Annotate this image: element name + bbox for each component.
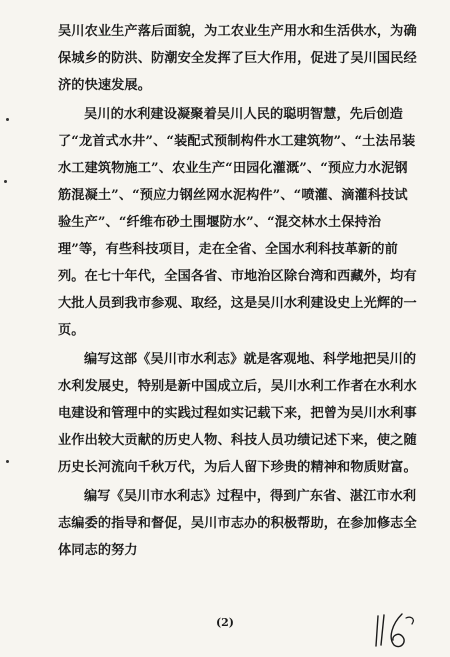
paragraph: 吴川的水利建设凝聚着吴川人民的聪明智慧，先后创造了“龙首式水井”、“装配式预制构件水工建筑物”、“土法吊装水工建筑物施工”、农业生产“田园化灌溉”、“预应力水泥钢筋混凝土”、“预应力钢丝网水泥构件”、“喷灌、滴灌科技试验生产”、“纤维布砂土围堰防水”、“混交林水土保持治理”等，有些科技项目，走在全省、全国水利科技革新的前列。在七十年代，全国各省、市地治区除台湾和西藏外，均有大批人员到我市参观、取经，这是吴川水利建设史上光辉的一页。 — [58, 107, 417, 338]
paragraph: 编写《吴川市水利志》过程中，得到广东省、湛江市水利志编委的指导和督促，吴川市志办的积极帮助，在参加修志全体同志的努力 — [58, 489, 417, 558]
page-number: (2) — [215, 616, 235, 629]
scan-speck — [4, 180, 7, 183]
body-text — [58, 18, 418, 564]
handwritten-page-number — [372, 610, 432, 650]
scan-speck — [6, 460, 9, 463]
scan-speck — [6, 118, 9, 121]
paragraph: 吴川农业生产落后面貌，为工农业生产用水和生活供水，为确保城乡的防洪、防潮安全发挥了巨大作用，促进了吴川国民经济的快速发展。 — [58, 24, 417, 93]
paragraph: 编写这部《吴川市水利志》就是客观地、科学地把吴川的水利发展史，特别是新中国成立后，吴川水利工作者在水利水电建设和管理中的实践过程如实记载下来，把曾为吴川水利事业作出较大贡献的历史人物、科技人员功绩记述下来，使之随历史长河流向千秋万代，为后人留下珍贵的精神和物质财富。 — [58, 352, 417, 475]
